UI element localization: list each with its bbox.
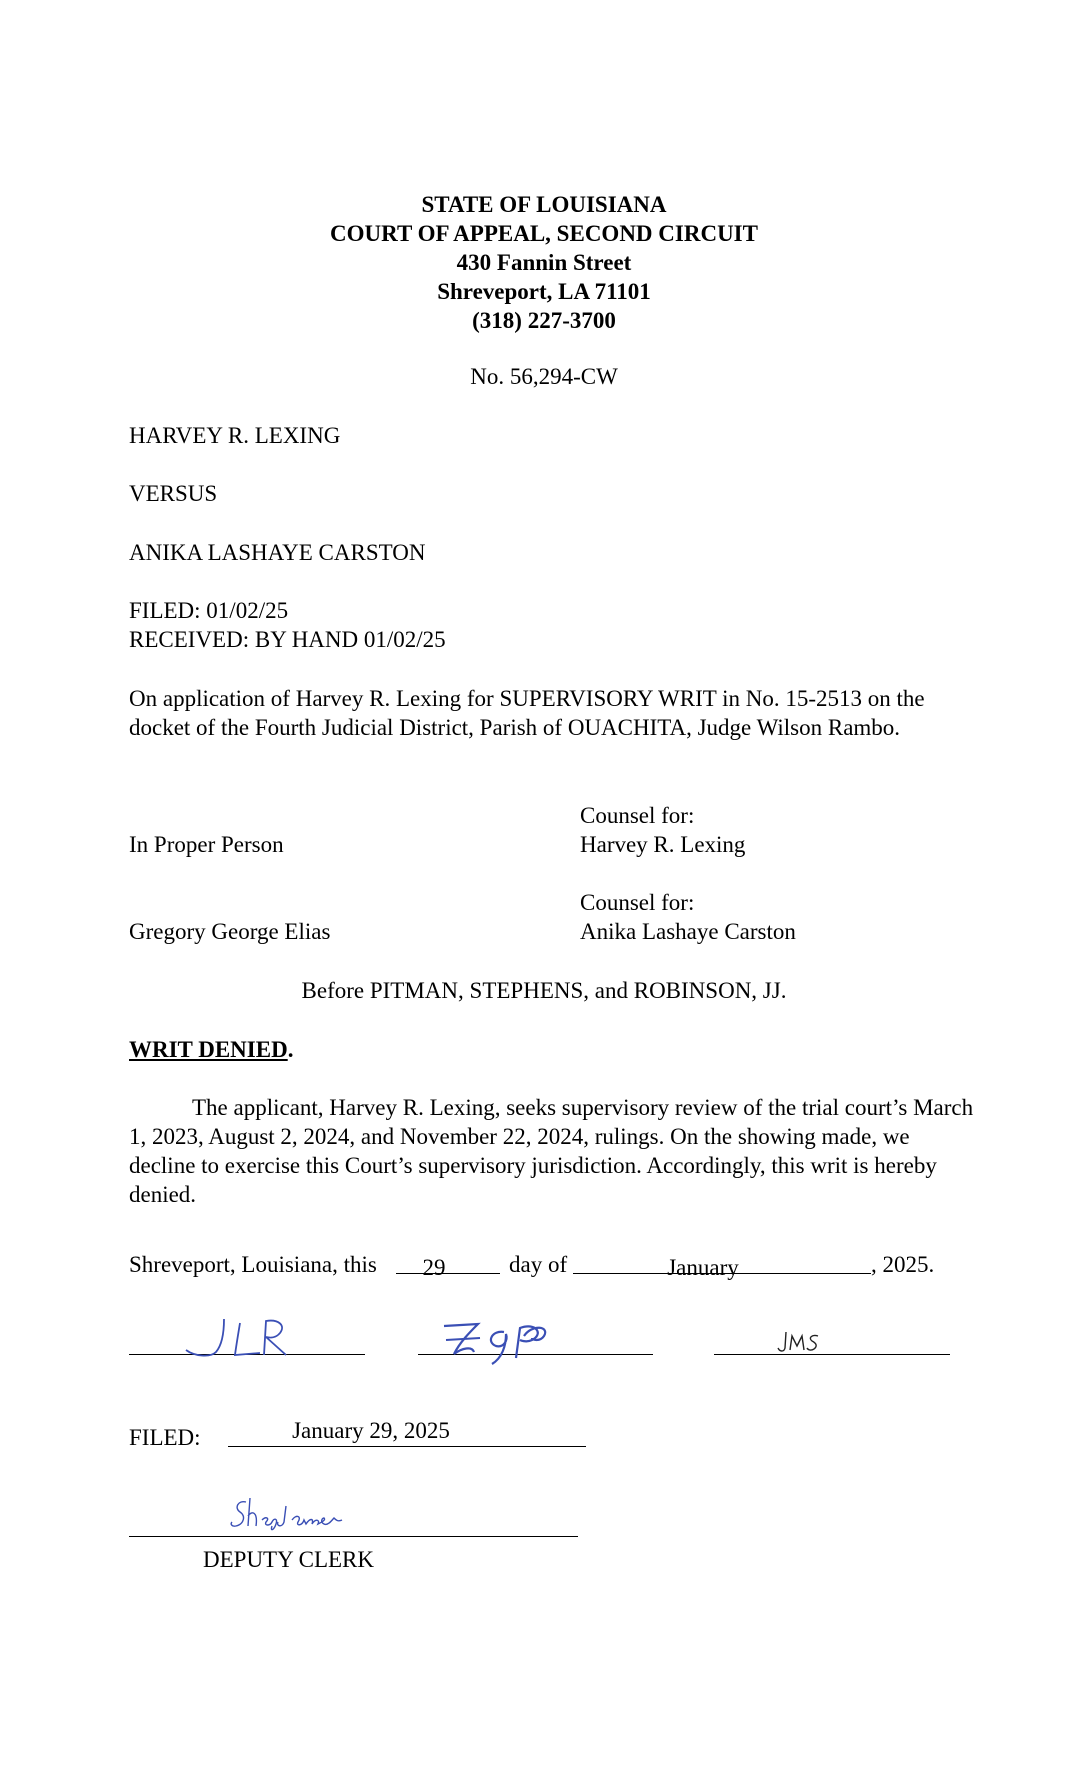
ruling-heading — [129, 1035, 293, 1064]
counsel-label-2: Counsel for: — [580, 890, 695, 915]
ruling-heading-punct: . — [287, 1037, 294, 1062]
counsel-name-1: In Proper Person — [129, 832, 284, 857]
filed-date: FILED: 01/02/25 — [129, 598, 289, 623]
clerk-signature-image — [226, 1496, 350, 1534]
received-date: RECEIVED: BY HAND 01/02/25 — [129, 627, 446, 652]
ruling-heading-text: WRIT DENIED — [129, 1037, 288, 1062]
filed-label: FILED: — [129, 1425, 201, 1450]
dated-day-word: day of — [509, 1252, 568, 1277]
plaintiff-name: HARVEY R. LEXING — [129, 423, 341, 448]
court-state: STATE OF LOUISIANA — [421, 192, 667, 217]
court-name: COURT OF APPEAL, SECOND CIRCUIT — [330, 221, 758, 246]
judge-signature-3-image — [776, 1330, 846, 1358]
defendant-name: ANIKA LASHAYE CARSTON — [129, 540, 426, 565]
judge-signature-2-image — [440, 1318, 570, 1366]
clerk-signature-line — [129, 1536, 578, 1537]
court-city: Shreveport, LA 71101 — [437, 279, 651, 304]
dated-prefix: Shreveport, Louisiana, this — [129, 1252, 377, 1277]
court-header — [0, 190, 1088, 335]
counsel-name-2: Gregory George Elias — [129, 919, 331, 944]
case-number: No. 56,294-CW — [470, 364, 618, 389]
filed-date-value: January 29, 2025 — [292, 1418, 450, 1443]
court-phone: (318) 227-3700 — [472, 308, 616, 333]
panel-judges: Before PITMAN, STEPHENS, and ROBINSON, JJ. — [301, 978, 787, 1003]
counsel-label-1: Counsel for: — [580, 803, 695, 828]
dated-day: 29 — [422, 1255, 446, 1280]
dated-year: , 2025. — [871, 1252, 935, 1277]
filed-date-line — [228, 1446, 586, 1447]
dated-month: January — [667, 1255, 739, 1280]
application-paragraph: On application of Harvey R. Lexing for SUPERVISORY WRIT in No. 15-2513 on the docket of the Fourth Judicial District, Parish of OUACHITA, Judge Wilson Rambo. — [129, 686, 925, 740]
judge-signature-1-image — [180, 1315, 300, 1361]
versus-label: VERSUS — [129, 481, 218, 506]
court-street: 430 Fannin Street — [456, 250, 632, 275]
ruling-paragraph: The applicant, Harvey R. Lexing, seeks supervisory review of the trial court’s March 1, 2023, August 2, 2024, and November 22, 2024, rulings. On the showing made, we decline to exercise this Court’s supervisory jurisdiction. Accordingly, this writ is hereby denied. — [129, 1095, 974, 1207]
counsel-client-1: Harvey R. Lexing — [580, 832, 746, 857]
counsel-client-2: Anika Lashaye Carston — [580, 919, 796, 944]
clerk-title: DEPUTY CLERK — [203, 1547, 375, 1572]
